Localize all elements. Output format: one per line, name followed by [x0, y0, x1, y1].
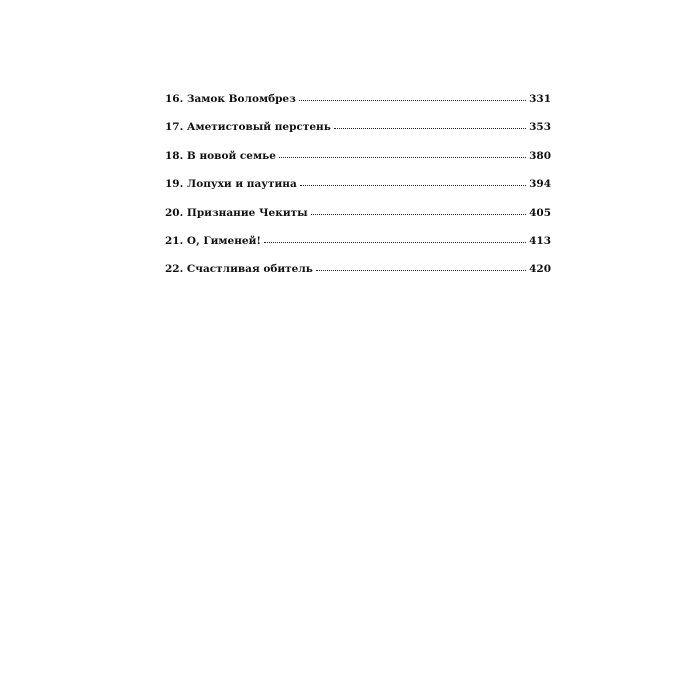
page-number: 331	[529, 93, 551, 105]
page-number: 380	[529, 149, 551, 162]
dot-leader	[279, 156, 526, 158]
dot-leader	[311, 213, 526, 215]
toc-entry	[165, 178, 551, 206]
toc-entry	[165, 235, 551, 263]
toc-entry	[165, 263, 551, 291]
toc-entry	[165, 121, 551, 149]
page-number: 353	[529, 121, 551, 134]
page-number: 394	[529, 178, 551, 191]
dot-leader	[300, 184, 526, 186]
page-number: 405	[529, 206, 551, 219]
dot-leader	[264, 241, 526, 243]
toc-entry	[165, 207, 551, 235]
chapter-title: 20. Признание Чекиты	[165, 206, 308, 219]
chapter-title: 18. В новой семье	[165, 149, 276, 162]
table-of-contents	[165, 93, 551, 292]
chapter-title: 21. О, Гименей!	[165, 234, 261, 247]
dot-leader	[316, 269, 526, 271]
chapter-title: 17. Аметистовый перстень	[165, 121, 331, 134]
page-number: 420	[529, 263, 551, 276]
toc-entry	[165, 150, 551, 178]
page-number: 413	[529, 234, 551, 247]
chapter-title: 16. Замок Воломбрез	[165, 93, 296, 105]
chapter-title: 22. Счастливая обитель	[165, 263, 313, 276]
dot-leader	[299, 99, 526, 101]
chapter-title: 19. Лопухи и паутина	[165, 178, 297, 191]
dot-leader	[334, 127, 526, 129]
toc-entry	[165, 93, 551, 121]
